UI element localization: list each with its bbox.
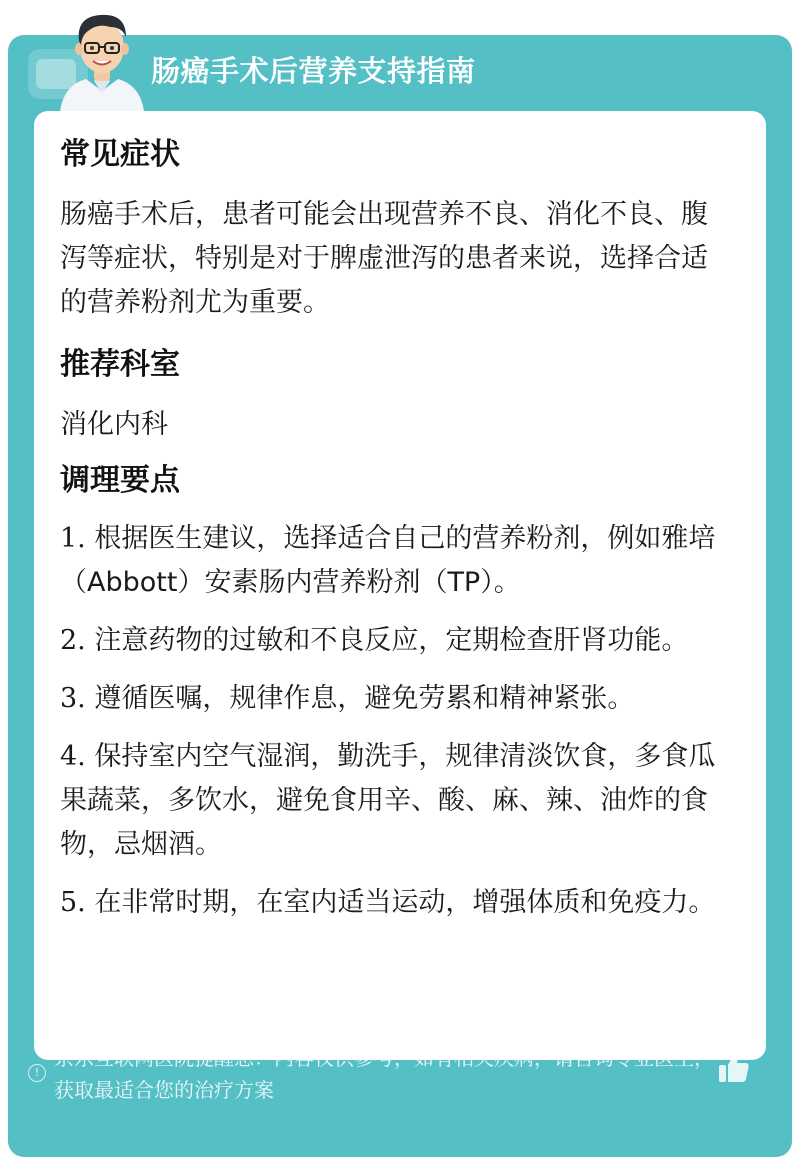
care-title: 调理要点 [60, 463, 180, 498]
care-item-number: 2. [60, 625, 86, 656]
care-item-number: 4. [60, 741, 86, 772]
care-item-text: 注意药物的过敏和不良反应，定期检查肝肾功能。 [94, 625, 689, 656]
care-item-number: 5. [60, 887, 86, 918]
care-item-text: 遵循医嘱，规律作息，避免劳累和精神紧张。 [94, 683, 635, 714]
department-title: 推荐科室 [60, 347, 180, 382]
care-item-5 [60, 881, 730, 925]
care-item-1 [60, 517, 730, 605]
page-container [8, 35, 792, 1157]
page-title: 肠癌手术后营养支持指南 [151, 54, 476, 88]
header [8, 35, 792, 111]
disclaimer-text: 京东互联网医院提醒您：内容仅供参考，如有相关疾病，请咨询专业医生，获取最适合您的治疗方案 [54, 1046, 714, 1102]
care-item-text: 在非常时期，在室内适当运动，增强体质和免疫力。 [94, 887, 716, 918]
care-item-2 [60, 619, 730, 663]
care-item-number: 3. [60, 683, 86, 714]
symptoms-title: 常见症状 [60, 137, 180, 172]
content-card [34, 111, 766, 1060]
article-content [60, 135, 730, 939]
department-text: 消化内科 [60, 409, 168, 440]
care-item-text: 保持室内空气湿润，勤洗手，规律清淡饮食，多食瓜果蔬菜，多饮水，避免食用辛、酸、麻、辣、油炸的食物，忌烟酒。 [60, 741, 716, 860]
info-icon: ! [28, 1064, 46, 1082]
symptoms-text: 肠癌手术后，患者可能会出现营养不良、消化不良、腹泻等症状，特别是对于脾虚泄泻的患者来说，选择合适的营养粉剂尤为重要。 [60, 199, 708, 318]
care-item-number: 1. [60, 523, 86, 554]
thumbs-up-icon[interactable] [716, 1050, 752, 1086]
doctor-avatar [46, 7, 158, 111]
care-item-3 [60, 677, 730, 721]
care-item-text: 根据医生建议，选择适合自己的营养粉剂，例如雅培（Abbott）安素肠内营养粉剂（TP）。 [60, 523, 716, 598]
care-item-4 [60, 735, 730, 867]
